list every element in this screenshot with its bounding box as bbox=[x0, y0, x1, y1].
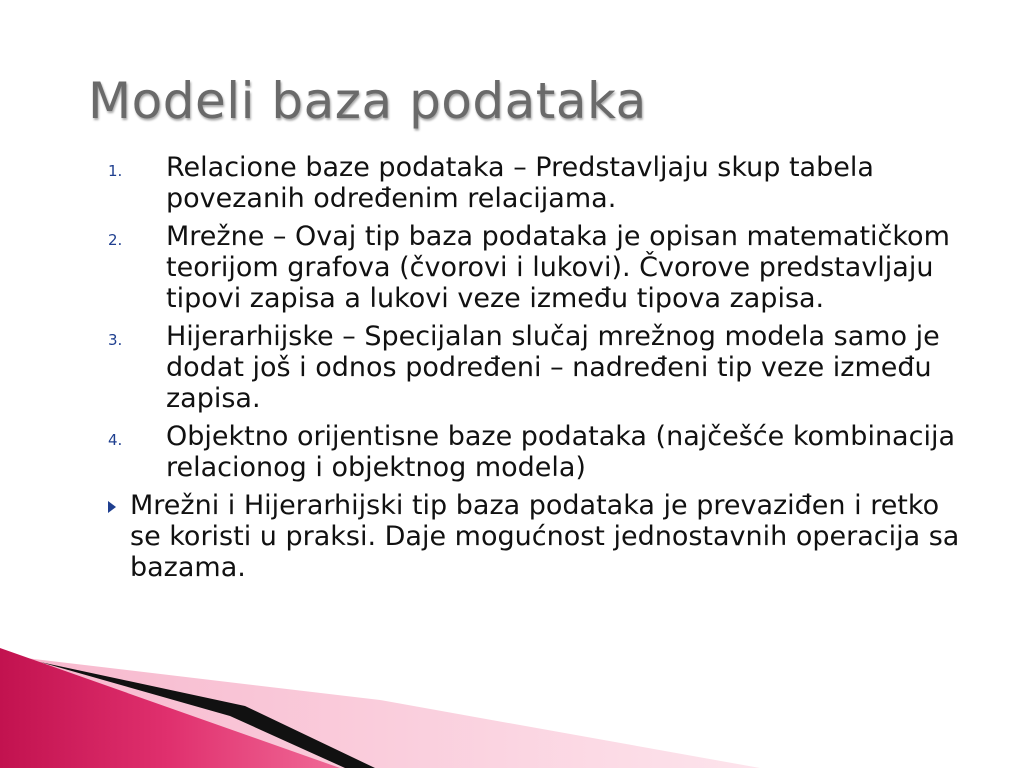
list-text: Objektno orijentisne baze podataka (najčešće kombinacija relacionog i objektnog modela) bbox=[166, 421, 955, 483]
list-text: Hijerarhijske – Specijalan slučaj mrežnog modela samo je dodat još i odnos podređeni – nadređeni tip veze između zapisa. bbox=[166, 321, 940, 414]
list-text: Relacione baze podataka – Predstavljaju skup tabela povezanih određenim relacijama. bbox=[166, 152, 874, 214]
list-number: 4. bbox=[108, 431, 123, 449]
list-number: 1. bbox=[108, 162, 123, 180]
slide-title: Modeli baza podataka bbox=[88, 72, 647, 130]
bullet-text: Mrežni i Hijerarhijski tip baza podataka je prevaziđen i retko se koristi u praksi. Daje mogućnost jednostavnih operacija sa bazama. bbox=[130, 490, 960, 583]
list-number: 2. bbox=[108, 231, 123, 249]
list-text: Mrežne – Ovaj tip baza podataka je opisan matematičkom teorijom grafova (čvorovi i lukovi). Čvorove predstavljaju tipovi zapisa a lukovi veze između tipova zapisa. bbox=[166, 221, 950, 314]
list-number: 3. bbox=[108, 331, 123, 349]
